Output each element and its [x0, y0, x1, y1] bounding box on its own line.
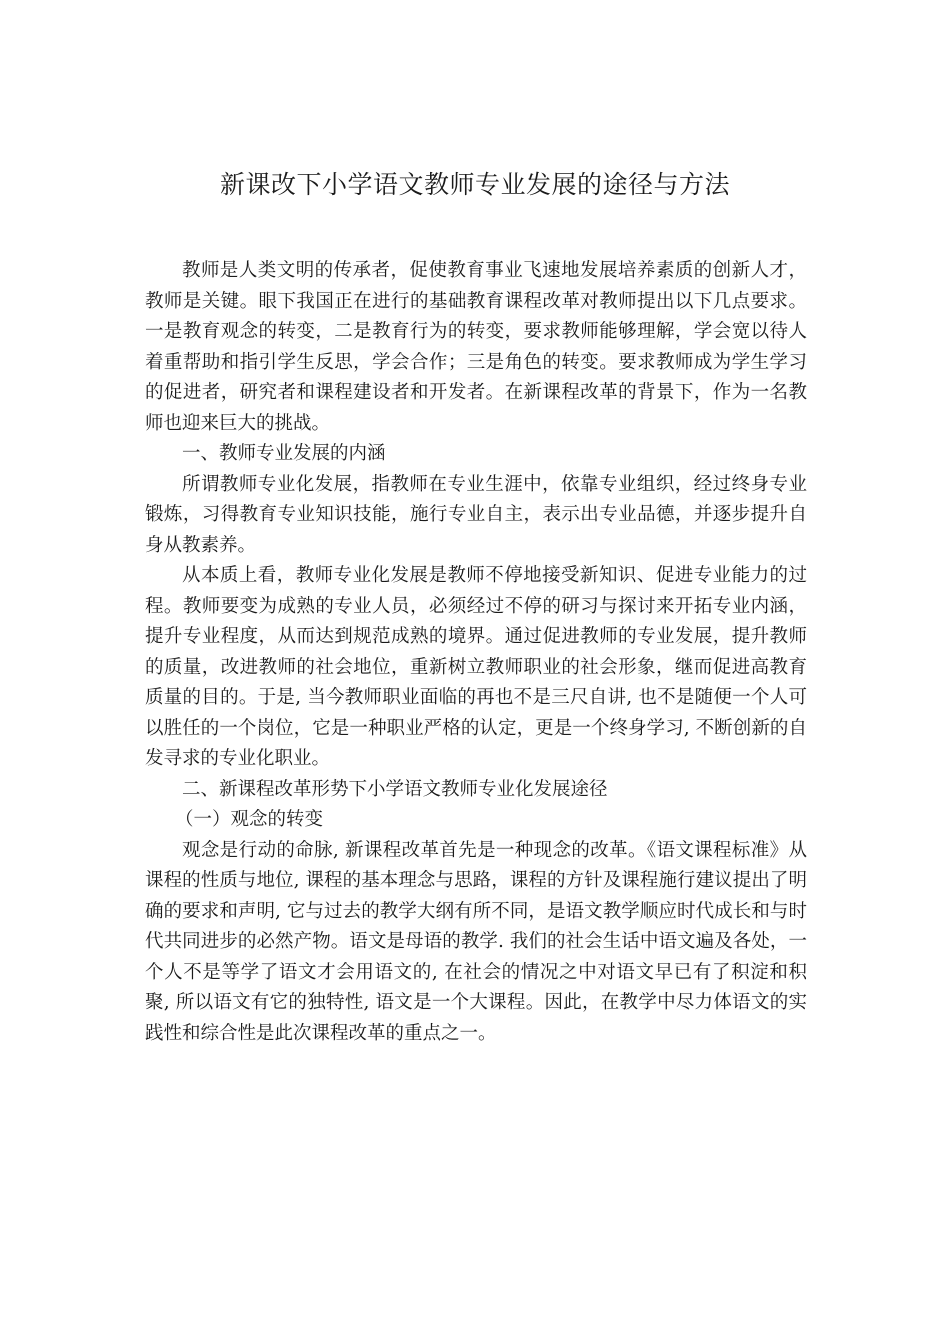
- section-heading-1: 一、教师专业发展的内涵: [182, 443, 386, 464]
- paragraph-essence: 从本质上看，教师专业化发展是教师不停地接受新知识、促进专业能力的过程。教师要变为成熟的专业人员，必须经过不停的研习与探讨来开拓专业内涵，提升专业程度，从而达到规范成熟的境界。通过促进教师的专业发展，提升教师的质量，改进教师的社会地位，重新树立教师职业的社会形象，继而促进高教育质量的目的。于是, 当今教师职业面临的再也不是三尺自讲, 也不是随便一个人可以胜任的一个岗位，它是一种职业严格的认定，更是一个终身学习, 不断创新的自发寻求的专业化职业。: [145, 565, 807, 769]
- paragraph-concept: 观念是行动的命脉, 新课程改革首先是一种现念的改革。《语文课程标准》从课程的性质与地位, 课程的基本理念与思路，课程的方针及课程施行建议提出了明确的要求和声明, 它与过去的教学大纲有所不同，是语文教学顺应时代成长和与时代共同进步的必然产物。语文是母语的教学. 我们的社会生话中语文遍及各处，一个人不是等学了语文才会用语文的, 在社会的情况之中对语文早已有了积淀和积聚, 所以语文有它的独特性, 语文是一个大课程。因此，在教学中尽力体语文的实践性和综合性是此次课程改革的重点之一。: [145, 839, 807, 1044]
- paragraph-definition: 所谓教师专业化发展，指教师在专业生涯中，依靠专业组织，经过终身专业锻炼，习得教育专业知识技能，施行专业自主，表示出专业品德，并逐步提升自身从教素养。: [145, 473, 807, 556]
- section-heading-2: 二、新课程改革形势下小学语文教师专业化发展途径: [182, 778, 608, 800]
- document-body: [145, 256, 807, 1049]
- paragraph-intro: 教师是人类文明的传承者，促使教育事业飞速地发展培养素质的创新人才，教师是关键。眼下我国正在进行的基础教育课程改革对教师提出以下几点要求。一是教育观念的转变，二是教育行为的转变，要求教师能够理解，学会宽以待人着重帮助和指引学生反思，学会合作；三是角色的转变。要求教师成为学生学习的促进者，研究者和课程建设者和开发者。在新课程改革的背景下，作为一名教师也迎来巨大的挑战。: [145, 260, 807, 434]
- document-title: 新课改下小学语文教师专业发展的途径与方法: [219, 170, 730, 199]
- subsection-heading-1: （一）观念的转变: [175, 809, 324, 830]
